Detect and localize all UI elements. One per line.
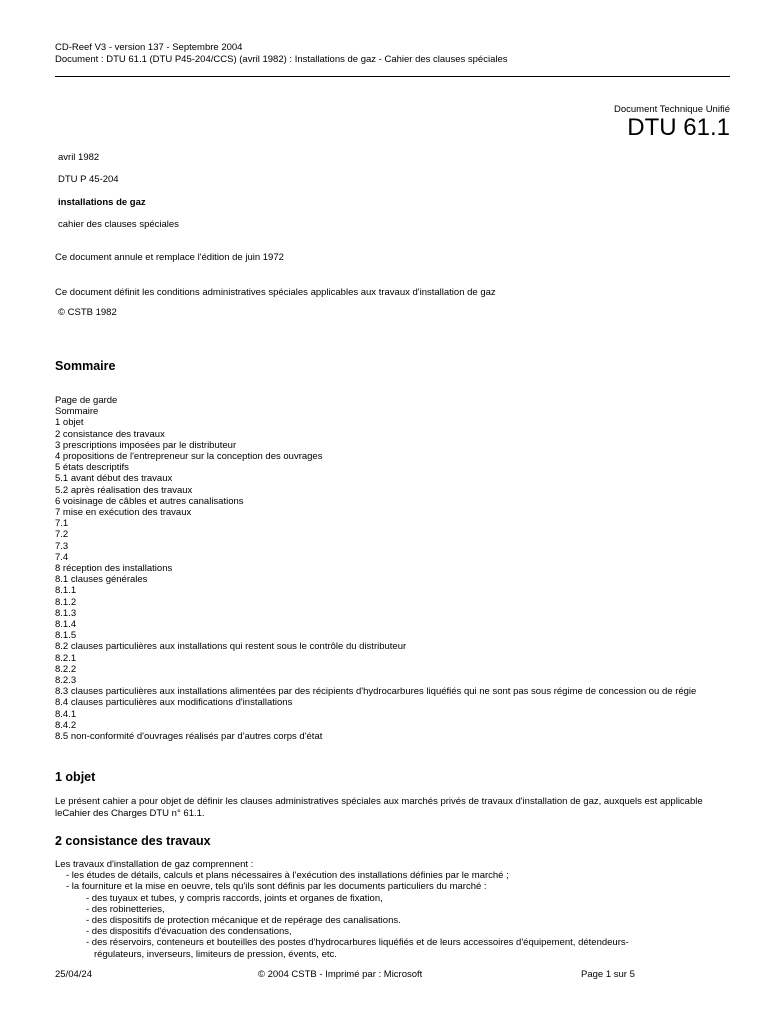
header-line-source: CD-Reef V3 - version 137 - Septembre 2004 bbox=[55, 42, 243, 53]
toc-item[interactable]: 1 objet bbox=[55, 417, 84, 429]
sommaire-heading: Sommaire bbox=[55, 359, 116, 373]
toc-item[interactable]: 7.3 bbox=[55, 540, 69, 552]
toc-item[interactable]: 5.1 avant début des travaux bbox=[55, 473, 173, 485]
doc-title: installations de gaz bbox=[58, 197, 146, 208]
toc-item[interactable]: 8.2 clauses particulières aux installations qui restent sous le contrôle du distributeur bbox=[55, 641, 407, 653]
header-divider bbox=[55, 76, 730, 77]
toc-item[interactable]: 7.1 bbox=[55, 518, 69, 530]
sub-list-item: - des dispositifs de protection mécanique et de repérage des canalisations. bbox=[86, 915, 401, 927]
toc-item[interactable]: 8.2.2 bbox=[55, 663, 77, 675]
sub-list-item-continuation: régulateurs, inverseurs, limiteurs de pression, évents, etc. bbox=[94, 948, 337, 960]
sub-list-item: - des réservoirs, conteneurs et bouteilles des postes d'hydrocarbures liquéfiés et de leurs accessoires d'équipement, détendeurs- bbox=[86, 937, 629, 949]
section-1-heading: 1 objet bbox=[55, 770, 96, 784]
list-item: - la fourniture et la mise en oeuvre, tels qu'ils sont définis par les documents particuliers du marché : bbox=[66, 881, 487, 893]
toc-item[interactable]: 7 mise en exécution des travaux bbox=[55, 507, 192, 519]
toc-item[interactable]: Sommaire bbox=[55, 406, 99, 418]
section-1-text: Le présent cahier a pour objet de définir les clauses administratives spéciales aux marchés privés de travaux d'installation de gaz, auxquels est applicable leCahier des Charges DTU n° 61.1. bbox=[55, 796, 703, 819]
toc-item[interactable]: 8.1.4 bbox=[55, 619, 77, 631]
toc-item[interactable]: 8.1 clauses générales bbox=[55, 574, 148, 586]
toc-item[interactable]: 8.2.1 bbox=[55, 652, 77, 664]
toc-item[interactable]: 3 prescriptions imposées par le distributeur bbox=[55, 439, 237, 451]
doc-subtitle: cahier des clauses spéciales bbox=[58, 219, 179, 230]
copyright-note: © CSTB 1982 bbox=[58, 307, 117, 318]
toc-item[interactable]: 8.4.2 bbox=[55, 719, 77, 731]
toc-item[interactable]: 8.4.1 bbox=[55, 708, 77, 720]
section-2-heading: 2 consistance des travaux bbox=[55, 834, 211, 848]
sub-list-item: - des dispositifs d'évacuation des condensations, bbox=[86, 926, 292, 938]
replaces-note: Ce document annule et remplace l'édition de juin 1972 bbox=[55, 252, 284, 263]
doc-type-label: Document Technique Unifié bbox=[613, 104, 730, 115]
toc-item[interactable]: 6 voisinage de câbles et autres canalisations bbox=[55, 495, 244, 507]
sub-list-item: - des tuyaux et tubes, y compris raccords, joints et organes de fixation, bbox=[86, 892, 383, 904]
scope-note: Ce document définit les conditions administratives spéciales applicables aux travaux d'installation de gaz bbox=[55, 287, 496, 298]
toc-item[interactable]: 8.1.5 bbox=[55, 630, 77, 642]
toc-item[interactable]: 8.1.2 bbox=[55, 596, 77, 608]
header-line-document: Document : DTU 61.1 (DTU P45-204/CCS) (avril 1982) : Installations de gaz - Cahier des clauses spéciales bbox=[55, 54, 508, 65]
toc-item[interactable]: 5 états descriptifs bbox=[55, 462, 129, 474]
section-2-intro: Les travaux d'installation de gaz comprennent : bbox=[55, 859, 254, 870]
toc-item[interactable]: 2 consistance des travaux bbox=[55, 428, 165, 440]
doc-reference: DTU P 45-204 bbox=[58, 174, 119, 185]
footer-copyright: © 2004 CSTB - Imprimé par : Microsoft bbox=[258, 969, 423, 980]
table-of-contents bbox=[55, 395, 735, 742]
toc-item[interactable]: 8.1.3 bbox=[55, 607, 77, 619]
doc-code-title: DTU 61.1 bbox=[627, 114, 730, 141]
sub-list-item: - des robinetteries, bbox=[86, 903, 165, 915]
footer-page-number: Page 1 sur 5 bbox=[581, 969, 635, 980]
toc-item[interactable]: 5.2 après réalisation des travaux bbox=[55, 484, 193, 496]
footer-date: 25/04/24 bbox=[55, 969, 92, 980]
toc-item[interactable]: 7.4 bbox=[55, 551, 69, 563]
toc-item[interactable]: 8.5 non-conformité d'ouvrages réalisés par d'autres corps d'état bbox=[55, 731, 323, 743]
toc-item[interactable]: 8.4 clauses particulières aux modifications d'installations bbox=[55, 697, 293, 709]
toc-item[interactable]: Page de garde bbox=[55, 395, 118, 406]
toc-item[interactable]: 8.1.1 bbox=[55, 585, 77, 597]
document-header bbox=[55, 42, 508, 66]
toc-item[interactable]: 7.2 bbox=[55, 529, 69, 541]
section-2-list bbox=[55, 859, 735, 960]
toc-item[interactable]: 8.2.3 bbox=[55, 675, 77, 687]
toc-item[interactable]: 4 propositions de l'entrepreneur sur la conception des ouvrages bbox=[55, 451, 323, 463]
list-item: - les études de détails, calculs et plans nécessaires à l'exécution des installations définies par le marché ; bbox=[66, 870, 509, 882]
toc-item[interactable]: 8.3 clauses particulières aux installations alimentées par des récipients d'hydrocarbures liquéfiés qui ne sont pas sous régime de concession ou de régie bbox=[55, 686, 697, 698]
doc-date: avril 1982 bbox=[58, 152, 100, 163]
toc-item[interactable]: 8 réception des installations bbox=[55, 563, 173, 575]
